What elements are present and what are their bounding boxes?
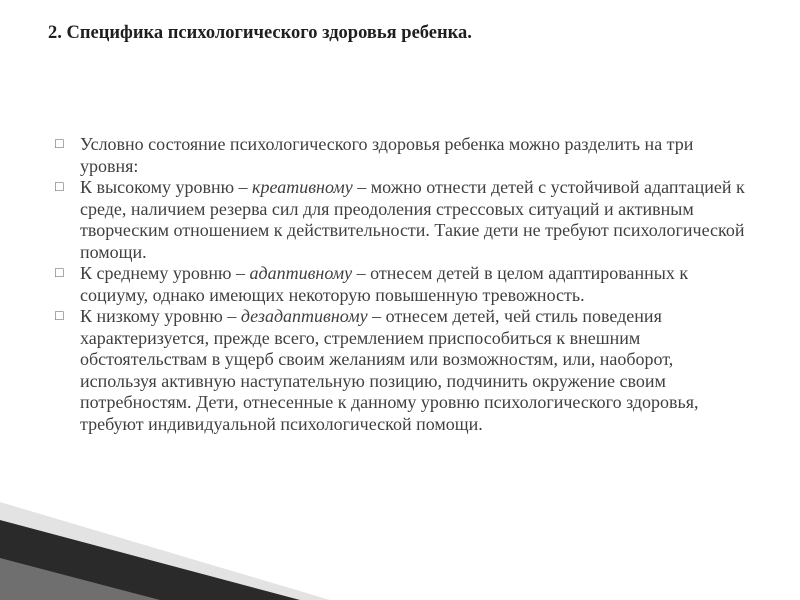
bullet-list xyxy=(52,134,752,435)
list-item-prefix: К низкому уровню – xyxy=(80,306,241,326)
corner-decoration xyxy=(0,480,330,600)
list-item-prefix: К высокому уровню – xyxy=(80,177,253,197)
list-item-intro xyxy=(52,134,752,177)
checkbox-bullet-icon: ☐ xyxy=(54,137,65,151)
list-item-suffix: – отнесем детей в целом адаптированных к социуму, однако имеющих некоторую повышенную тревожность. xyxy=(80,263,689,305)
list-item-suffix: – отнесем детей, чей стиль поведения характеризуется, прежде всего, стремлением приспособиться к внешним обстоятельствам в ущерб своим желаниям или возможностям, или, наоборот, используя активную наступательную позицию, подчинить окружение своим потребностям. Дети, отнесенные к данному уровню психологического здоровья, требуют индивидуальной психологической помощи. xyxy=(80,306,699,434)
checkbox-bullet-icon: ☐ xyxy=(54,309,65,323)
list-item-emphasis: адаптивному xyxy=(249,263,353,283)
list-item-suffix: – можно отнести детей с устойчивой адаптацией к среде, наличием резерва сил для преодоления стрессовых ситуаций и активным творческим отношением к действительности. Такие дети не требуют психологической помощи. xyxy=(80,177,745,262)
list-item-emphasis: дезадаптивному xyxy=(240,306,368,326)
corner-mid-wedge xyxy=(0,558,160,600)
corner-dark-wedge xyxy=(0,520,300,600)
checkbox-bullet-icon: ☐ xyxy=(54,180,65,194)
list-item-text: Условно состояние психологического здоровья ребенка можно разделить на три уровня: xyxy=(80,134,694,176)
checkbox-bullet-icon: ☐ xyxy=(54,266,65,280)
list-item-medium-level xyxy=(52,263,752,306)
corner-light-wedge xyxy=(0,502,330,600)
list-item-prefix: К среднему уровню – xyxy=(80,263,250,283)
slide-title: 2. Специфика психологического здоровья ребенка. xyxy=(48,23,472,43)
list-item-low-level xyxy=(52,306,752,435)
list-item-high-level xyxy=(52,177,752,263)
list-item-emphasis: креативному xyxy=(252,177,353,197)
